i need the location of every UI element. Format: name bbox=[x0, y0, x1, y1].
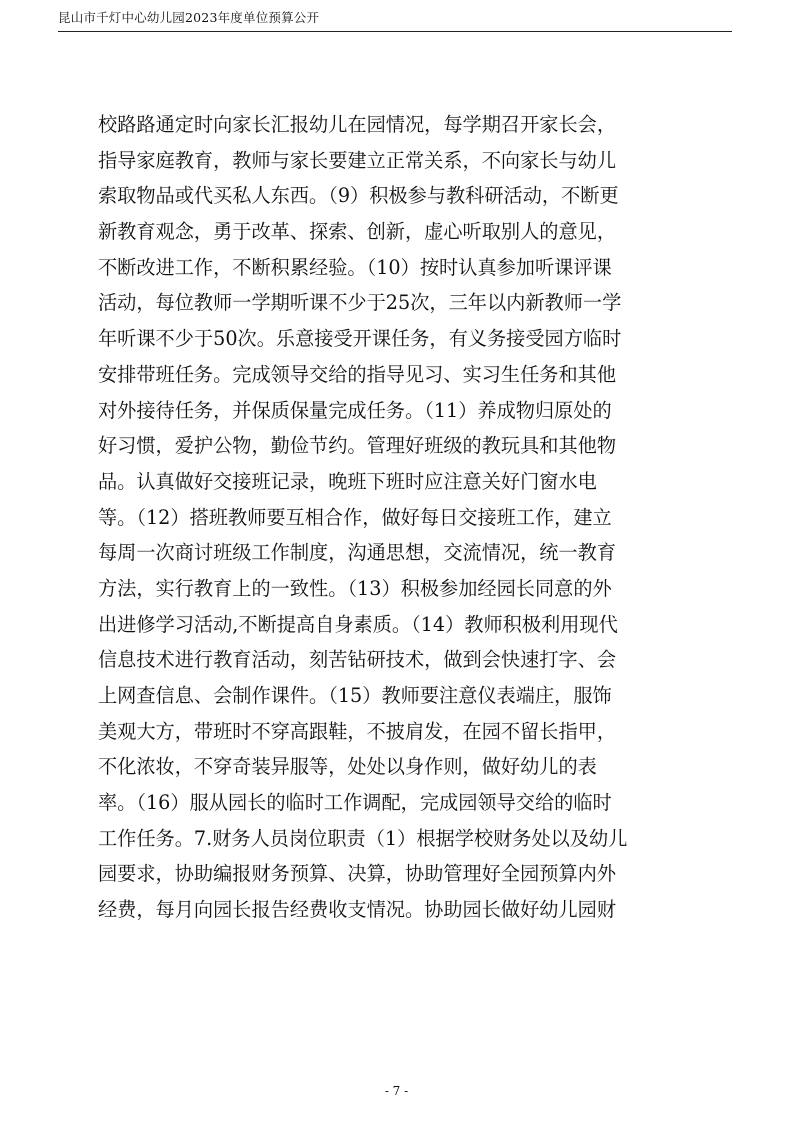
body-line: 等。（12）搭班教师要互相合作，做好每日交接班工作，建立 bbox=[98, 505, 612, 529]
body-line: 上网查信息、会制作课件。（15）教师要注意仪表端庄，服饰 bbox=[98, 684, 612, 707]
body-line: 美观大方，带班时不穿高跟鞋，不披肩发，在园不留长指甲， bbox=[98, 719, 617, 743]
body-line: 方法，实行教育上的一致性。（13）积极参加经园长同意的外 bbox=[98, 576, 612, 600]
body-line: 校路路通定时向家长汇报幼儿在园情况，每学期召开家长会， bbox=[98, 113, 617, 136]
body-line: 经费，每月向园长报告经费收支情况。协助园长做好幼儿园财 bbox=[98, 898, 617, 922]
body-line: 好习惯，爱护公物，勤俭节约。管理好班级的教玩具和其他物 bbox=[98, 434, 617, 458]
body-line: 新教育观念，勇于改革、探索、创新，虚心听取别人的意见， bbox=[98, 220, 617, 244]
body-line: 信息技术进行教育活动，刻苦钻研技术，做到会快速打字、会 bbox=[98, 648, 617, 672]
body-line: 出进修学习活动,不断提高自身素质。（14）教师积极利用现代 bbox=[98, 612, 618, 636]
page-header bbox=[58, 8, 732, 32]
body-line: 活动，每位教师一学期听课不少于25次，三年以内新教师一学 bbox=[98, 291, 622, 315]
body-line: 安排带班任务。完成领导交给的指导见习、实习生任务和其他 bbox=[98, 362, 617, 386]
body-line: 对外接待任务，并保质保量完成任务。（11）养成物归原处的 bbox=[98, 398, 612, 422]
header-title: 昆山市千灯中心幼儿园2023年度单位预算公开 bbox=[58, 10, 320, 25]
body-line: 每周一次商讨班级工作制度，沟通思想，交流情况，统一教育 bbox=[98, 541, 617, 565]
body-line: 品。认真做好交接班记录，晚班下班时应注意关好门窗水电 bbox=[98, 469, 597, 493]
body-line: 不断改进工作，不断积累经验。（10）按时认真参加听课评课 bbox=[98, 255, 612, 279]
body-line: 指导家庭教育，教师与家长要建立正常关系，不向家长与幼儿 bbox=[98, 148, 617, 172]
body-line: 园要求，协助编报财务预算、决算，协助管理好全园预算内外 bbox=[98, 862, 617, 886]
page-number: - 7 - bbox=[384, 1084, 409, 1098]
document-body bbox=[98, 107, 698, 928]
body-line: 索取物品或代买私人东西。（9）积极参与教科研活动，不断更 bbox=[98, 184, 619, 208]
body-line: 不化浓妆，不穿奇装异服等，处处以身作则，做好幼儿的表 bbox=[98, 755, 597, 779]
body-line: 率。（16）服从园长的临时工作调配，完成园领导交给的临时 bbox=[98, 791, 612, 815]
body-line: 工作任务。7.财务人员岗位职责（1）根据学校财务处以及幼儿 bbox=[98, 826, 628, 850]
body-line: 年听课不少于50次。乐意接受开课任务，有义务接受园方临时 bbox=[98, 327, 622, 351]
